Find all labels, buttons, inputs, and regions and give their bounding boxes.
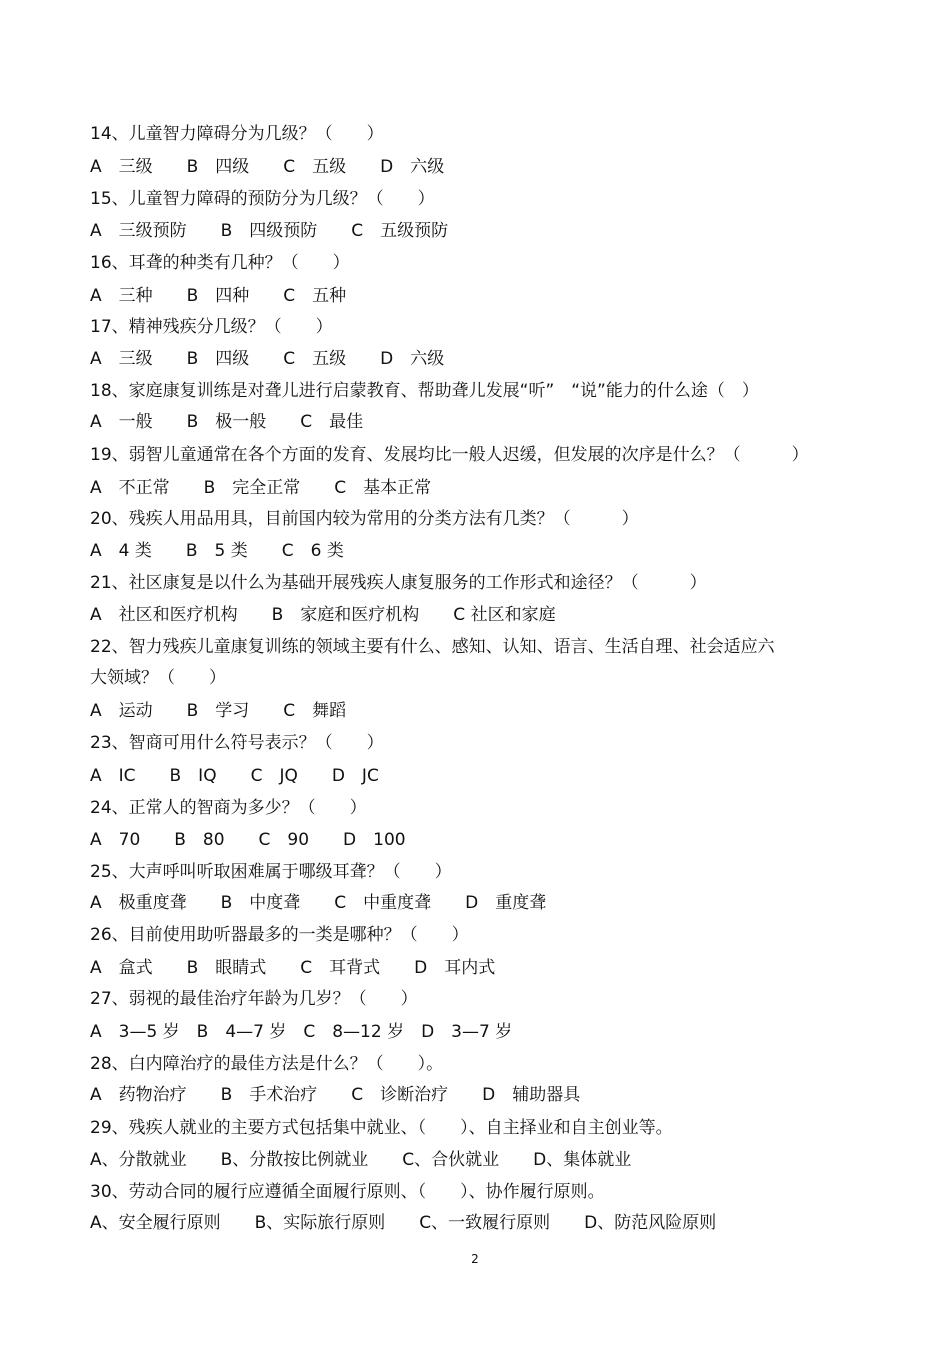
question-line: 16、耳聋的种类有几种？（ ） xyxy=(90,253,350,273)
question-line: 29、残疾人就业的主要方式包括集中就业、（ ）、自主择业和自主创业等。 xyxy=(90,1118,673,1138)
answer-options-line: A 一般 B 极一般 C 最佳 xyxy=(90,412,364,432)
question-line: 24、正常人的智商为多少？（ ） xyxy=(90,798,367,818)
answer-options-line: A 社区和医疗机构 B 家庭和医疗机构 C 社区和家庭 xyxy=(90,605,556,625)
question-line: 23、智商可用什么符号表示？（ ） xyxy=(90,733,384,753)
question-line: 27、弱视的最佳治疗年龄为几岁？（ ） xyxy=(90,989,418,1009)
answer-options-line: A 三级 B 四级 C 五级 D 六级 xyxy=(90,349,445,369)
answer-options-line: A、分散就业 B、分散按比例就业 C、合伙就业 D、集体就业 xyxy=(90,1150,632,1170)
answer-options-line: A、安全履行原则 B、实际旅行原则 C、一致履行原则 D、防范风险原则 xyxy=(90,1213,717,1233)
question-line: 大领域？（ ） xyxy=(90,668,226,688)
answer-options-line: A IC B IQ C JQ D JC xyxy=(90,766,379,786)
answer-options-line: A 4 类 B 5 类 C 6 类 xyxy=(90,541,344,561)
question-line: 22、智力残疾儿童康复训练的领域主要有什么、感知、认知、语言、生活自理、社会适应六 xyxy=(90,637,775,657)
answer-options-line: A 盒式 B 眼睛式 C 耳背式 D 耳内式 xyxy=(90,958,496,978)
answer-options-line: A 药物治疗 B 手术治疗 C 诊断治疗 D 辅助器具 xyxy=(90,1085,581,1105)
question-line: 17、精神残疾分几级？（ ） xyxy=(90,317,333,337)
question-line: 14、儿童智力障碍分为几级？（ ） xyxy=(90,124,384,144)
question-line: 15、儿童智力障碍的预防分为几级？（ ） xyxy=(90,189,435,209)
page-number: 2 xyxy=(471,1252,479,1266)
answer-options-line: A 三级 B 四级 C 五级 D 六级 xyxy=(90,157,445,177)
answer-options-line: A 三种 B 四种 C 五种 xyxy=(90,286,347,306)
question-line: 21、社区康复是以什么为基础开展残疾人康复服务的工作形式和途径？（ ） xyxy=(90,573,707,593)
answer-options-line: A 不正常 B 完全正常 C 基本正常 xyxy=(90,478,432,498)
question-line: 20、残疾人用品用具，目前国内较为常用的分类方法有几类？（ ） xyxy=(90,509,639,529)
answer-options-line: A 运动 B 学习 C 舞蹈 xyxy=(90,701,347,721)
answer-options-line: A 三级预防 B 四级预防 C 五级预防 xyxy=(90,221,449,241)
answer-options-line: A 3—5 岁 B 4—7 岁 C 8—12 岁 D 3—7 岁 xyxy=(90,1022,513,1042)
question-line: 25、大声呼叫听取困难属于哪级耳聋？（ ） xyxy=(90,862,452,882)
answer-options-line: A 70 B 80 C 90 D 100 xyxy=(90,830,406,850)
question-line: 28、白内障治疗的最佳方法是什么？（ ）。 xyxy=(90,1054,444,1074)
question-line: 18、家庭康复训练是对聋儿进行启蒙教育、帮助聋儿发展“听” “说”能力的什么途（ ） xyxy=(90,381,759,401)
question-line: 26、目前使用助听器最多的一类是哪种？（ ） xyxy=(90,925,469,945)
question-line: 30、劳动合同的履行应遵循全面履行原则、（ ）、协作履行原则。 xyxy=(90,1182,605,1202)
answer-options-line: A 极重度聋 B 中度聋 C 中重度聋 D 重度聋 xyxy=(90,893,547,913)
question-line: 19、弱智儿童通常在各个方面的发育、发展均比一般人迟缓，但发展的次序是什么？（ ） xyxy=(90,445,809,465)
